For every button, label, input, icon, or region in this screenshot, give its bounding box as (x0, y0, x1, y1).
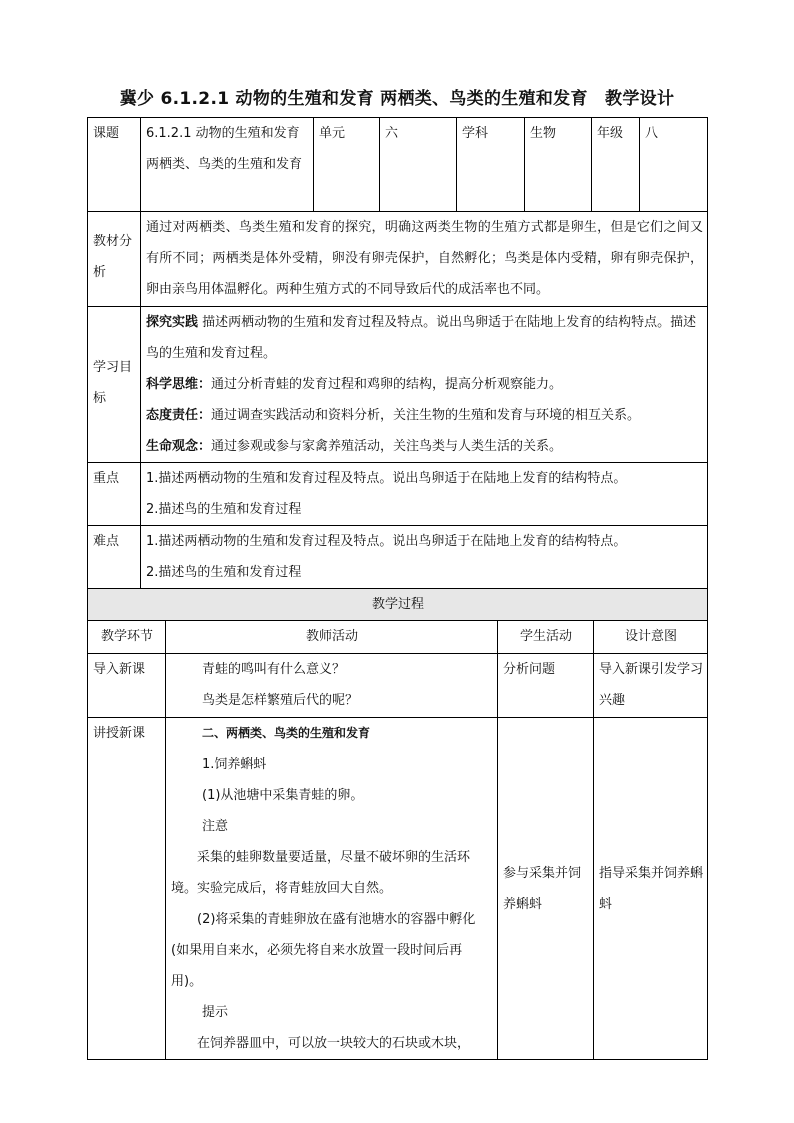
new-lesson-row (88, 718, 708, 1060)
col-teacher: 教师活动 (166, 621, 498, 654)
goal-head: 态度责任： (146, 408, 212, 423)
goal-item (146, 307, 703, 369)
goal-text: 通过调查实践活动和资料分析，关注生物的生殖和发育与环境的相互关系。 (211, 408, 641, 423)
col-intent: 设计意图 (594, 621, 708, 654)
topic-value: 6.1.2.1 动物的生殖和发育 两栖类、鸟类的生殖和发育 (141, 118, 314, 212)
intro-row (88, 654, 708, 718)
difficulties-label: 难点 (88, 526, 141, 589)
difficulties-content (141, 526, 708, 589)
new-intent: 指导采集并饲养蝌蚪 (594, 718, 708, 1060)
intro-stage: 导入新课 (88, 654, 166, 718)
note-heading: 注意 (202, 819, 229, 834)
note-text: 采集的蛙卵数量要适量，尽量不破坏卵的生活环境。实验完成后，将青蛙放回大自然。 (171, 850, 471, 896)
goals-row (88, 307, 708, 463)
key-point-item: 2.描述鸟的生殖和发育过程 (146, 502, 302, 517)
difficulties-row (88, 526, 708, 589)
goal-head: 生命观念： (146, 439, 212, 454)
topic-row (88, 118, 708, 212)
subject-value: 生物 (525, 118, 592, 212)
new-student: 参与采集并饲养蝌蚪 (498, 718, 594, 1060)
col-stage: 教学环节 (88, 621, 166, 654)
new-stage: 讲授新课 (88, 718, 166, 1060)
key-points-label: 重点 (88, 463, 141, 526)
process-table (87, 620, 708, 1060)
unit-value: 六 (380, 118, 457, 212)
key-points-row (88, 463, 708, 526)
difficulty-item: 1.描述两栖动物的生殖和发育过程及特点。说出鸟卵适于在陆地上发育的结构特点。 (146, 534, 627, 549)
section-heading: 二、两栖类、鸟类的生殖和发育 (202, 726, 371, 740)
goal-text: 描述两栖动物的生殖和发育过程及特点。说出鸟卵适于在陆地上发育的结构特点。描述鸟的生殖和发育过程。 (146, 315, 697, 361)
col-student: 学生活动 (498, 621, 594, 654)
goals-content (141, 307, 708, 463)
step-text: (1)从池塘中采集青蛙的卵。 (202, 788, 364, 803)
new-teacher (166, 718, 498, 1060)
topic-label: 课题 (88, 118, 141, 212)
step-text: (2)将采集的青蛙卵放在盛有池塘水的容器中孵化(如果用自来水，必须先将自来水放置一段时间后再用)。 (171, 912, 476, 989)
analysis-label: 教材分析 (88, 212, 141, 307)
analysis-text: 通过对两栖类、鸟类生殖和发育的探究，明确这两类生物的生殖方式都是卵生，但是它们之间又有所不同；两栖类是体外受精，卵没有卵壳保护，自然孵化；鸟类是体内受精，卵有卵壳保护，卵由亲鸟用体温孵化。两种生殖方式的不同导致后代的成活率也不同。 (141, 212, 708, 307)
analysis-row (88, 212, 708, 307)
document-title: 冀少 6.1.2.1 动物的生殖和发育 两栖类、鸟类的生殖和发育 教学设计 (119, 89, 675, 109)
goal-head: 探究实践 (146, 315, 199, 330)
key-point-item: 1.描述两栖动物的生殖和发育过程及特点。说出鸟卵适于在陆地上发育的结构特点。 (146, 471, 627, 486)
difficulty-item: 2.描述鸟的生殖和发育过程 (146, 565, 302, 580)
tip-text: 在饲养器皿中，可以放一块较大的石块或木块， (197, 1036, 471, 1051)
intro-student: 分析问题 (498, 654, 594, 718)
tip-heading: 提示 (202, 1005, 229, 1020)
intro-question: 鸟类是怎样繁殖后代的呢？ (202, 693, 359, 708)
goal-item (146, 369, 703, 400)
subject-label: 学科 (457, 118, 525, 212)
intro-teacher (166, 654, 498, 718)
goal-head: 科学思维： (146, 377, 212, 392)
step-heading: 1.饲养蝌蚪 (202, 757, 267, 772)
goal-text: 通过分析青蛙的发育过程和鸡卵的结构，提高分析观察能力。 (211, 377, 563, 392)
goal-text: 通过参观或参与家禽养殖活动，关注鸟类与人类生活的关系。 (211, 439, 563, 454)
grade-value: 八 (640, 118, 708, 212)
intro-intent: 导入新课引发学习兴趣 (594, 654, 708, 718)
lesson-plan-table (87, 117, 708, 621)
process-heading-row (88, 589, 708, 621)
process-columns-row (88, 621, 708, 654)
goal-item (146, 431, 703, 462)
process-heading: 教学过程 (88, 589, 708, 621)
key-points-content (141, 463, 708, 526)
goals-label: 学习目标 (88, 307, 141, 463)
intro-question: 青蛙的鸣叫有什么意义？ (202, 662, 346, 677)
unit-label: 单元 (314, 118, 380, 212)
grade-label: 年级 (592, 118, 640, 212)
goal-item (146, 400, 703, 431)
